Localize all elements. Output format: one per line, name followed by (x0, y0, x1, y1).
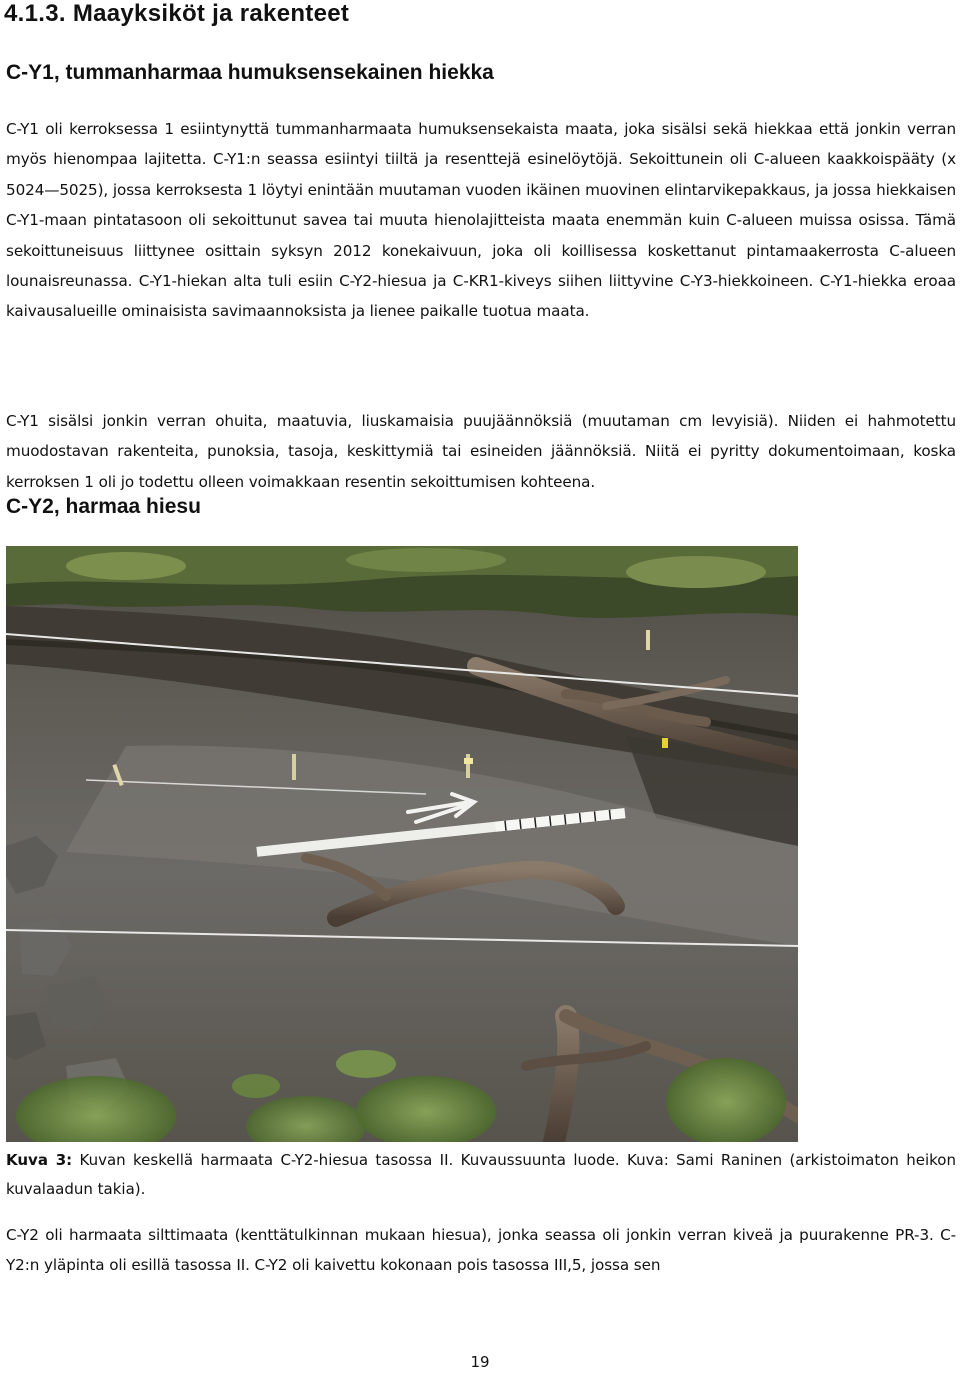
cy1-paragraph-2: C-Y1 sisälsi jonkin verran ohuita, maatuvia, liuskamaisia puujäännöksiä (muutaman cm levyisiä). Niiden ei hahmotettu muodostavan rakenteita, punoksia, tasoja, keskittymiä tai esineiden jäännöksiä. Niitä ei pyritty dokumentoimaan, koska kerroksen 1 oli jo todettu olleen voimakkaan resentin sekoittumisen kohteena. (6, 412, 956, 491)
figure-label: Kuva 3: (6, 1151, 73, 1169)
cy2-heading: C-Y2, harmaa hiesu (6, 495, 201, 518)
page-number: 19 (470, 1353, 490, 1371)
cy2-paragraph: C-Y2 oli harmaata silttimaata (kenttätulkinnan mukaan hiesua), jonka seassa oli jonkin verran kiveä ja puurakenne PR-3. C-Y2:n yläpinta oli esillä tasossa II. C-Y2 oli kaivettu kokonaan pois tasossa III,5, jossa sen (6, 1226, 956, 1275)
excavation-photo (6, 546, 798, 1142)
figure-caption (6, 1146, 956, 1204)
cy1-paragraph-1: C-Y1 oli kerroksessa 1 esiintynyttä tummanharmaata humuksensekaista maata, joka sisälsi sekä hiekkaa että jonkin verran myös hienompaa lajitetta. C-Y1:n seassa esiintyi tiiltä ja resenttejä esinelöytöjä. Sekoittunein oli C-alueen kaakkoispääty (x 5024—5025), jossa kerroksesta 1 löytyi enintään muutaman vuoden ikäinen muovinen elintarvikepakkaus, ja jossa hiekkaisen C-Y1-maan pintatasoon oli sekoittunut savea tai muuta hienolajitteista maata enemmän kuin C-alueen muissa osissa. Tämä sekoittuneisuus liittynee osittain syksyn 2012 konekaivuun, joka oli koillisessa koskettanut pintamaakerrosta C-alueen lounaisreunassa. C-Y1-hiekan alta tuli esiin C-Y2-hiesua ja C-KR1-kiveys siihen liittyvine C-Y3-hiekkoineen. C-Y1-hiekka eroaa kaivausalueille ominaisista savimaannoksista ja lienee paikalle tuotua maata. (6, 120, 956, 321)
figure-caption-text: Kuvan keskellä harmaata C-Y2-hiesua tasossa II. Kuvaussuunta luode. Kuva: Sami Raninen (arkistoimaton heikon kuvalaadun takia). (6, 1151, 956, 1198)
section-heading: 4.1.3. Maayksiköt ja rakenteet (4, 0, 350, 27)
cy1-heading: C-Y1, tummanharmaa humuksensekainen hiekka (6, 61, 494, 84)
